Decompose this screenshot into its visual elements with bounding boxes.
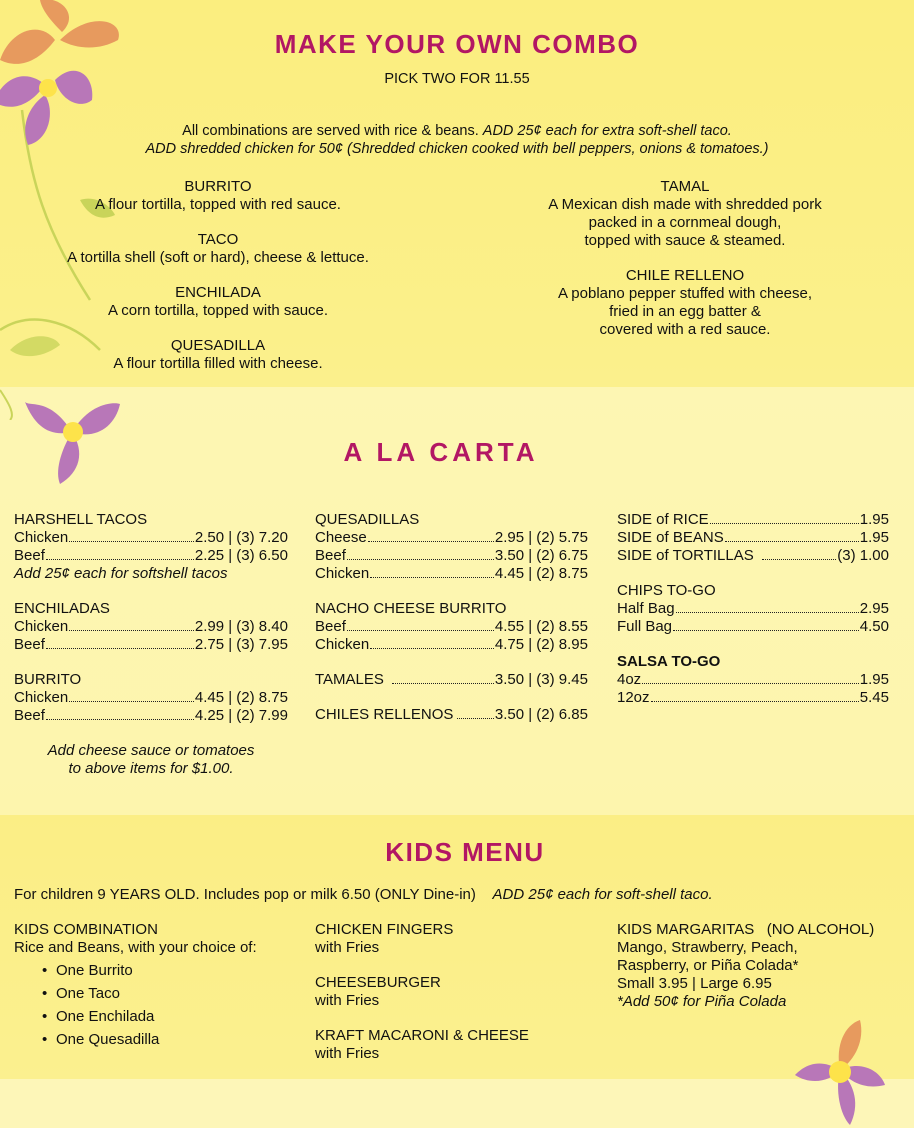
combo-item-desc: covered with a red sauce. <box>599 321 771 338</box>
carta-col-3 <box>617 511 889 707</box>
item-name: Full Bag <box>617 618 673 635</box>
combo-item-burrito <box>18 178 418 214</box>
item-price: 4.50 <box>859 618 889 635</box>
dot-leader <box>368 541 494 542</box>
dot-leader <box>725 541 859 542</box>
price-row <box>14 618 288 636</box>
combo-subtitle: PICK TWO FOR 11.55 <box>384 71 530 87</box>
item-name: Chicken <box>14 618 69 635</box>
combo-left-items <box>18 178 418 373</box>
carta-addon-note <box>14 742 288 778</box>
group-head: BURRITO <box>14 671 82 688</box>
combo-item-tamal <box>485 178 885 250</box>
kids-combo-sub: Rice and Beans, with your choice of: <box>14 939 257 956</box>
price-row <box>315 529 588 547</box>
price-row <box>315 618 588 636</box>
dot-leader <box>370 648 494 649</box>
carta-col-2 <box>315 511 588 724</box>
dot-leader <box>69 541 194 542</box>
kids-marg-head: KIDS MARGARITAS (NO ALCOHOL) <box>617 921 875 938</box>
item-price: 2.95 | (2) 5.75 <box>494 529 588 546</box>
item-price: 2.75 | (3) 7.95 <box>194 636 288 653</box>
item-price: 2.99 | (3) 8.40 <box>194 618 288 635</box>
carta-group-chips <box>617 582 889 636</box>
combo-item-quesadilla <box>18 337 418 373</box>
item-price: 4.55 | (2) 8.55 <box>494 618 588 635</box>
carta-row-rellenos <box>315 706 588 724</box>
dot-leader <box>46 648 194 649</box>
group-head: ENCHILADAS <box>14 600 110 617</box>
item-name: Chicken <box>14 529 69 546</box>
kids-item-sub: with Fries <box>315 939 380 956</box>
kids-marg-line: Raspberry, or Piña Colada* <box>617 957 799 974</box>
dot-leader <box>676 612 859 613</box>
kids-item-sub: with Fries <box>315 992 380 1009</box>
item-name: Beef <box>315 547 346 564</box>
combo-item-chile-relleno <box>485 267 885 339</box>
dot-leader <box>651 701 859 702</box>
combo-item-desc: topped with sauce & steamed. <box>584 232 786 249</box>
kids-item <box>315 921 529 957</box>
kids-item-name: CHICKEN FINGERS <box>315 921 454 938</box>
item-name: Beef <box>14 636 45 653</box>
item-price: 5.45 <box>859 689 889 706</box>
dot-leader <box>347 630 494 631</box>
item-name: SIDE of RICE <box>617 511 709 528</box>
price-row <box>617 671 889 689</box>
item-name: Beef <box>315 618 346 635</box>
list-item: • One Quesadilla <box>42 1028 257 1051</box>
combo-item-name: CHILE RELLENO <box>625 267 745 284</box>
dot-leader <box>347 559 494 560</box>
item-price: 1.95 <box>859 671 889 688</box>
footer-band <box>0 1079 914 1128</box>
item-name: TAMALES <box>315 671 384 688</box>
item-price: 4.75 | (2) 8.95 <box>494 636 588 653</box>
carta-group-tacos <box>14 511 288 583</box>
dot-leader <box>69 630 194 631</box>
kids-marg-note: *Add 50¢ for Piña Colada <box>617 993 787 1010</box>
item-name: Beef <box>14 707 45 724</box>
item-price: 4.45 | (2) 8.75 <box>494 565 588 582</box>
price-row <box>14 689 288 707</box>
dot-leader <box>46 719 194 720</box>
combo-note-plain: All combinations are served with rice & beans. <box>182 123 479 139</box>
price-row <box>315 565 588 583</box>
combo-item-desc: A flour tortilla filled with cheese. <box>113 355 323 372</box>
combo-item-desc: A Mexican dish made with shredded pork <box>548 196 822 213</box>
list-item: • One Burrito <box>42 959 257 982</box>
item-name: Chicken <box>315 636 370 653</box>
item-price: (3) 1.00 <box>837 547 889 564</box>
combo-item-desc: A flour tortilla, topped with red sauce. <box>95 196 341 213</box>
dot-leader <box>762 559 837 560</box>
item-name: 4oz <box>617 671 642 688</box>
dot-leader <box>673 630 859 631</box>
price-row <box>617 689 889 707</box>
item-price: 3.50 | (2) 6.75 <box>494 547 588 564</box>
combo-item-desc: packed in a cornmeal dough, <box>588 214 782 231</box>
item-name: Chicken <box>315 565 370 582</box>
kids-combo-options <box>42 959 257 1051</box>
carta-row-tamales <box>315 671 588 689</box>
item-price: 1.95 <box>859 529 889 546</box>
combo-item-name: TAMAL <box>660 178 710 195</box>
price-row <box>617 511 889 529</box>
item-name: Beef <box>14 547 45 564</box>
kids-item <box>315 1027 529 1063</box>
item-price: 3.50 | (2) 6.85 <box>494 706 588 723</box>
item-price: 2.95 <box>859 600 889 617</box>
combo-item-taco <box>18 231 418 267</box>
kids-margaritas <box>617 921 874 1011</box>
combo-note-line1 <box>0 122 914 140</box>
price-row <box>14 547 288 565</box>
combo-note-line2: ADD shredded chicken for 50¢ (Shredded chicken cooked with bell peppers, onions & tomatoes.) <box>145 141 769 157</box>
list-item: • One Taco <box>42 982 257 1005</box>
dot-leader <box>392 683 494 684</box>
kids-marg-line: Small 3.95 | Large 6.95 <box>617 975 772 992</box>
addon-line: Add cheese sauce or tomatoes <box>47 742 255 759</box>
kids-intro <box>14 886 713 904</box>
price-row <box>14 529 288 547</box>
group-head: SALSA TO-GO <box>617 653 721 670</box>
group-note: Add 25¢ each for softshell tacos <box>14 565 228 582</box>
kids-item-sub: with Fries <box>315 1045 380 1062</box>
price-row <box>617 600 889 618</box>
carta-group-salsa <box>617 653 889 707</box>
combo-item-name: ENCHILADA <box>175 284 261 301</box>
kids-intro-italic: ADD 25¢ each for soft-shell taco. <box>492 886 713 903</box>
carta-group-burrito <box>14 671 288 725</box>
carta-group-quesadillas <box>315 511 588 583</box>
item-name: Chicken <box>14 689 69 706</box>
combo-title: MAKE YOUR OWN COMBO <box>274 29 640 59</box>
price-row <box>617 547 889 565</box>
combo-item-name: BURRITO <box>184 178 252 195</box>
item-price: 1.95 <box>859 511 889 528</box>
price-row <box>315 636 588 654</box>
kids-item-name: CHEESEBURGER <box>315 974 441 991</box>
carta-group-enchiladas <box>14 600 288 654</box>
combo-item-enchilada <box>18 284 418 320</box>
price-row <box>617 618 889 636</box>
item-name: Half Bag <box>617 600 675 617</box>
item-name: SIDE of TORTILLAS <box>617 547 754 564</box>
price-row <box>14 707 288 725</box>
item-name: SIDE of BEANS <box>617 529 724 546</box>
item-price: 4.25 | (2) 7.99 <box>194 707 288 724</box>
carta-title: A LA CARTA <box>343 437 539 467</box>
group-head: QUESADILLAS <box>315 511 420 528</box>
item-price: 4.45 | (2) 8.75 <box>194 689 288 706</box>
combo-item-desc: A corn tortilla, topped with sauce. <box>107 302 329 319</box>
dot-leader <box>457 718 493 719</box>
dot-leader <box>710 523 859 524</box>
combo-right-items <box>485 178 885 339</box>
combo-item-desc: A tortilla shell (soft or hard), cheese & lettuce. <box>67 249 369 266</box>
group-head: NACHO CHEESE BURRITO <box>315 600 507 617</box>
combo-item-desc: fried in an egg batter & <box>609 303 761 320</box>
price-row <box>14 636 288 654</box>
item-name: 12oz <box>617 689 650 706</box>
kids-marg-line: Mango, Strawberry, Peach, <box>617 939 798 956</box>
item-price: 2.50 | (3) 7.20 <box>194 529 288 546</box>
group-head: HARSHELL TACOS <box>14 511 148 528</box>
kids-mid-items <box>315 921 529 1063</box>
combo-item-desc: A poblano pepper stuffed with cheese, <box>557 285 813 302</box>
kids-combo-head: KIDS COMBINATION <box>14 921 158 938</box>
kids-item-name: KRAFT MACARONI & CHEESE <box>315 1027 529 1044</box>
kids-intro-text: For children 9 YEARS OLD. Includes pop or milk 6.50 (ONLY Dine-in) <box>14 886 476 903</box>
dot-leader <box>642 683 859 684</box>
price-row <box>617 529 889 547</box>
addon-line: to above items for $1.00. <box>68 760 234 777</box>
combo-item-name: QUESADILLA <box>170 337 266 354</box>
combo-note-italic: ADD 25¢ each for extra soft-shell taco. <box>482 123 732 139</box>
combo-item-name: TACO <box>197 231 239 248</box>
dot-leader <box>69 701 194 702</box>
flower-bottom-right-icon <box>790 1020 914 1128</box>
carta-group-sides <box>617 511 889 565</box>
group-head: CHIPS TO-GO <box>617 582 716 599</box>
kids-combination <box>14 921 257 1051</box>
dot-leader <box>370 577 494 578</box>
carta-col-1 <box>14 511 288 778</box>
item-price: 3.50 | (3) 9.45 <box>494 671 588 688</box>
item-name: CHILES RELLENOS <box>315 706 454 723</box>
carta-group-nacho <box>315 600 588 654</box>
list-item: • One Enchilada <box>42 1005 257 1028</box>
item-name: Cheese <box>315 529 367 546</box>
kids-item <box>315 974 529 1010</box>
dot-leader <box>46 559 194 560</box>
item-price: 2.25 | (3) 6.50 <box>194 547 288 564</box>
kids-title: KIDS MENU <box>385 837 545 867</box>
price-row <box>315 547 588 565</box>
